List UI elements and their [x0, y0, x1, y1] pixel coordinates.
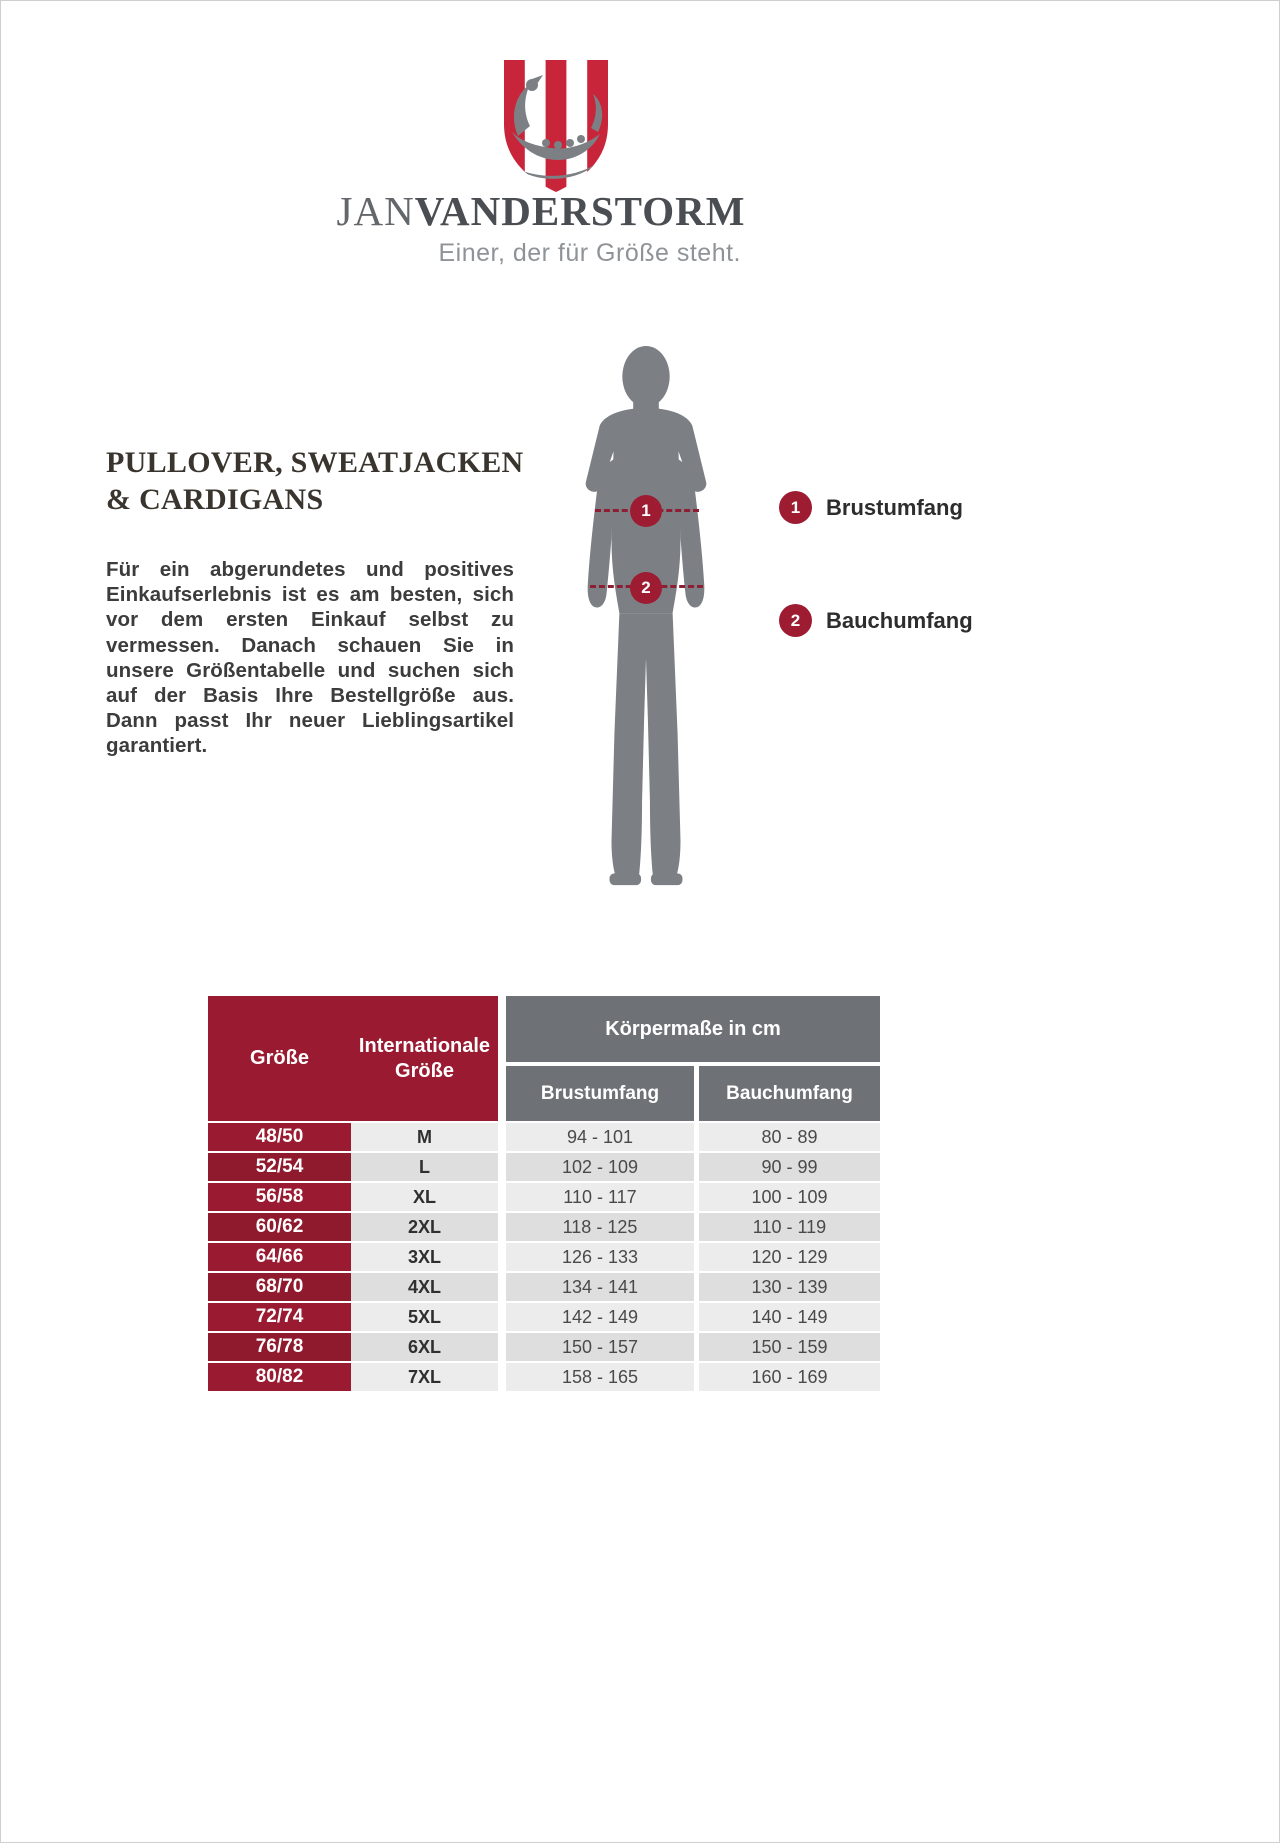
cell-bauchumfang: 150 - 159 [699, 1333, 880, 1361]
cell-groesse: 64/66 [208, 1243, 351, 1271]
table-row [208, 1333, 880, 1361]
cell-bauchumfang: 110 - 119 [699, 1213, 880, 1241]
cell-internationale-groesse: 6XL [351, 1333, 498, 1361]
page-title [106, 445, 523, 518]
brand-name-jan: JAN [336, 188, 415, 234]
legend-badge-1: 1 [779, 491, 812, 524]
header-koerpermasse: Körpermaße in cm [506, 996, 880, 1062]
cell-bauchumfang: 100 - 109 [699, 1183, 880, 1211]
table-body [208, 1123, 880, 1391]
cell-groesse: 72/74 [208, 1303, 351, 1331]
page-title-line1: PULLOVER, SWEATJACKEN [106, 446, 524, 479]
cell-brustumfang: 102 - 109 [506, 1153, 694, 1181]
cell-brustumfang: 158 - 165 [506, 1363, 694, 1391]
size-table [208, 996, 880, 1391]
legend-badge-2: 2 [779, 604, 812, 637]
table-row [208, 1243, 880, 1271]
cell-groesse: 56/58 [208, 1183, 351, 1211]
cell-brustumfang: 150 - 157 [506, 1333, 694, 1361]
cell-brustumfang: 110 - 117 [506, 1183, 694, 1211]
brand-logo [496, 56, 616, 196]
brand-name [141, 187, 941, 235]
cell-groesse: 68/70 [208, 1273, 351, 1301]
cell-groesse: 48/50 [208, 1123, 351, 1151]
cell-internationale-groesse: 7XL [351, 1363, 498, 1391]
header-koerpermasse-group [506, 996, 880, 1121]
male-silhouette-figure [553, 343, 739, 895]
header-bauchumfang: Bauchumfang [699, 1066, 880, 1121]
header-brustumfang: Brustumfang [506, 1066, 694, 1121]
cell-bauchumfang: 120 - 129 [699, 1243, 880, 1271]
table-row [208, 1363, 880, 1391]
cell-groesse: 76/78 [208, 1333, 351, 1361]
cell-brustumfang: 94 - 101 [506, 1123, 694, 1151]
cell-groesse: 80/82 [208, 1363, 351, 1391]
table-row [208, 1303, 880, 1331]
cell-brustumfang: 142 - 149 [506, 1303, 694, 1331]
intro-text: Für ein abgerundetes und positives Einkaufserlebnis ist es am besten, sich vor dem ersten Einkauf selbst zu vermessen. Danach schauen Sie in unsere Größentabelle und suchen sich auf der Basis Ihre Bestellgröße aus. Dann passt Ihr neuer Lieblingsartikel garantiert. [106, 558, 514, 758]
cell-internationale-groesse: XL [351, 1183, 498, 1211]
viking-shield-icon [496, 56, 616, 196]
cell-internationale-groesse: 5XL [351, 1303, 498, 1331]
table-row [208, 1123, 880, 1151]
cell-internationale-groesse: M [351, 1123, 498, 1151]
cell-internationale-groesse: L [351, 1153, 498, 1181]
brand-name-vanderstorm: VANDERSTORM [414, 188, 746, 234]
cell-internationale-groesse: 4XL [351, 1273, 498, 1301]
legend-label-brustumfang: Brustumfang [826, 494, 963, 520]
cell-brustumfang: 118 - 125 [506, 1213, 694, 1241]
legend-item-brustumfang [779, 491, 963, 524]
cell-bauchumfang: 90 - 99 [699, 1153, 880, 1181]
table-row [208, 1153, 880, 1181]
legend-item-bauchumfang [779, 604, 973, 637]
cell-brustumfang: 134 - 141 [506, 1273, 694, 1301]
waist-marker-badge: 2 [630, 572, 662, 604]
cell-internationale-groesse: 2XL [351, 1213, 498, 1241]
cell-bauchumfang: 160 - 169 [699, 1363, 880, 1391]
cell-groesse: 60/62 [208, 1213, 351, 1241]
table-row [208, 1213, 880, 1241]
cell-bauchumfang: 140 - 149 [699, 1303, 880, 1331]
page-title-line2: & CARDIGANS [106, 482, 324, 516]
cell-groesse: 52/54 [208, 1153, 351, 1181]
legend-label-bauchumfang: Bauchumfang [826, 607, 973, 633]
size-table-header [208, 996, 880, 1121]
cell-bauchumfang: 80 - 89 [699, 1123, 880, 1151]
chest-marker-badge: 1 [630, 495, 662, 527]
brand-tagline: Einer, der für Größe steht. [438, 239, 741, 267]
header-groesse: Größe [208, 996, 351, 1121]
cell-brustumfang: 126 - 133 [506, 1243, 694, 1271]
header-internationale-groesse: Internationale Größe [351, 996, 498, 1121]
table-row [208, 1273, 880, 1301]
table-row [208, 1183, 880, 1211]
cell-bauchumfang: 130 - 139 [699, 1273, 880, 1301]
cell-internationale-groesse: 3XL [351, 1243, 498, 1271]
